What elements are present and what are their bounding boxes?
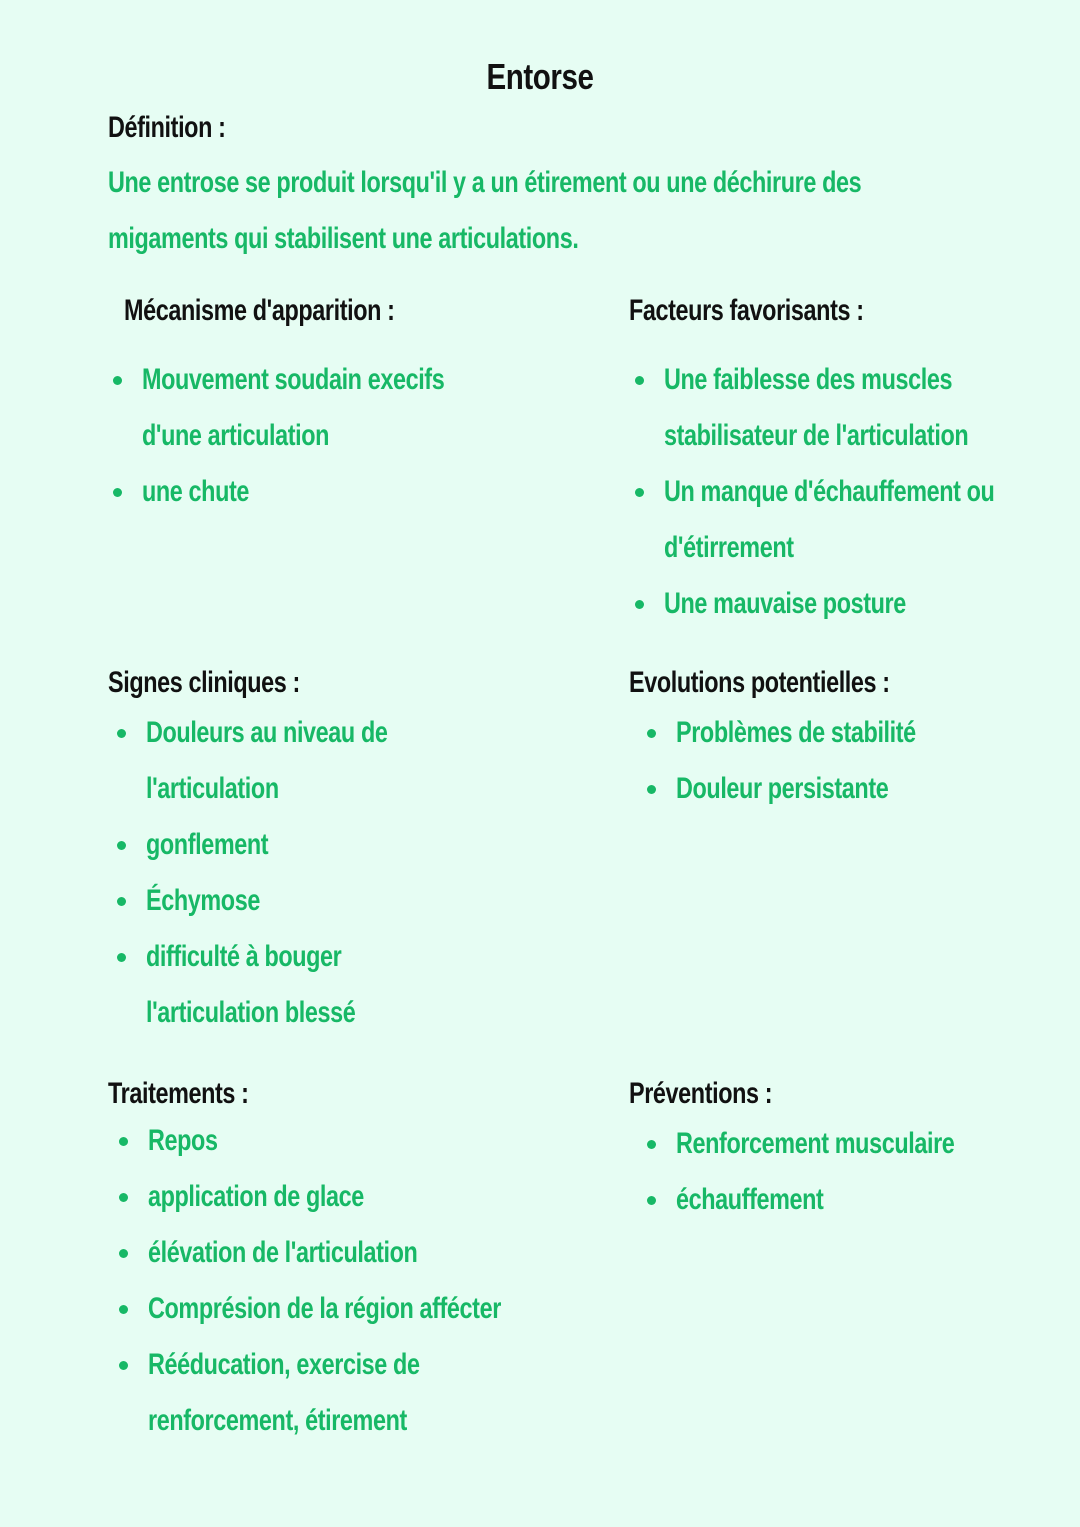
bullet-icon xyxy=(119,1249,128,1258)
list-item: Renforcement musculaire xyxy=(642,1116,1062,1172)
facteurs-list xyxy=(630,352,1070,632)
bullet-icon xyxy=(119,1137,128,1146)
traitements-list xyxy=(114,1113,584,1449)
section-signes xyxy=(108,666,354,700)
list-item: gonflement xyxy=(112,817,582,873)
section-preventions xyxy=(629,1077,813,1111)
list-item: Mouvement soudain execifs d'une articulation xyxy=(108,352,578,464)
page-title: Entorse xyxy=(486,56,594,97)
list-item: élévation de l'articulation xyxy=(114,1225,584,1281)
list-item: Échymose xyxy=(112,873,582,929)
bullet-icon xyxy=(119,1193,128,1202)
section-heading: Traitements : xyxy=(108,1077,249,1110)
list-item: Un manque d'échauffement ou d'étirrement xyxy=(630,464,1070,576)
list-item: Rééducation, exercise de renforcement, étirement xyxy=(114,1337,584,1449)
bullet-icon xyxy=(113,376,122,385)
section-evolutions xyxy=(629,666,963,700)
list-item: échauffement xyxy=(642,1172,1062,1228)
list-item: Une faiblesse des muscles stabilisateur de l'articulation xyxy=(630,352,1070,464)
list-item: une chute xyxy=(108,464,578,520)
section-heading: Préventions : xyxy=(629,1077,773,1110)
list-item: Repos xyxy=(114,1113,584,1169)
section-heading: Evolutions potentielles : xyxy=(629,666,890,699)
bullet-icon xyxy=(117,729,126,738)
bullet-icon xyxy=(647,1140,656,1149)
bullet-icon xyxy=(117,953,126,962)
bullet-icon xyxy=(635,600,644,609)
bullet-icon xyxy=(119,1305,128,1314)
bullet-icon xyxy=(113,488,122,497)
section-facteurs xyxy=(629,294,930,328)
definition-label: Définition : xyxy=(108,111,226,144)
list-item: Comprésion de la région affécter xyxy=(114,1281,584,1337)
signes-list xyxy=(112,705,582,1041)
bullet-icon xyxy=(635,376,644,385)
section-heading: Facteurs favorisants : xyxy=(629,294,864,327)
list-item: Une mauvaise posture xyxy=(630,576,1070,632)
list-item: Douleurs au niveau de l'articulation xyxy=(112,705,582,817)
bullet-icon xyxy=(647,1196,656,1205)
list-item: application de glace xyxy=(114,1169,584,1225)
bullet-icon xyxy=(117,841,126,850)
section-mecanisme xyxy=(124,294,471,328)
definition-text: Une entrose se produit lorsqu'il y a un étirement ou une déchirure des migaments qui stabilisent une articulations. xyxy=(108,166,862,255)
list-item: Douleur persistante xyxy=(642,761,1062,817)
section-traitements xyxy=(108,1077,288,1111)
list-item: Problèmes de stabilité xyxy=(642,705,1062,761)
bullet-icon xyxy=(635,488,644,497)
evolutions-list xyxy=(642,705,1062,817)
bullet-icon xyxy=(647,785,656,794)
bullet-icon xyxy=(117,897,126,906)
section-heading: Signes cliniques : xyxy=(108,666,300,699)
bullet-icon xyxy=(119,1361,128,1370)
bullet-icon xyxy=(647,729,656,738)
mecanisme-list xyxy=(108,352,578,520)
preventions-list xyxy=(642,1116,1062,1228)
list-item: difficulté à bouger l'articulation blessé xyxy=(112,929,582,1041)
section-heading: Mécanisme d'apparition : xyxy=(124,294,395,327)
